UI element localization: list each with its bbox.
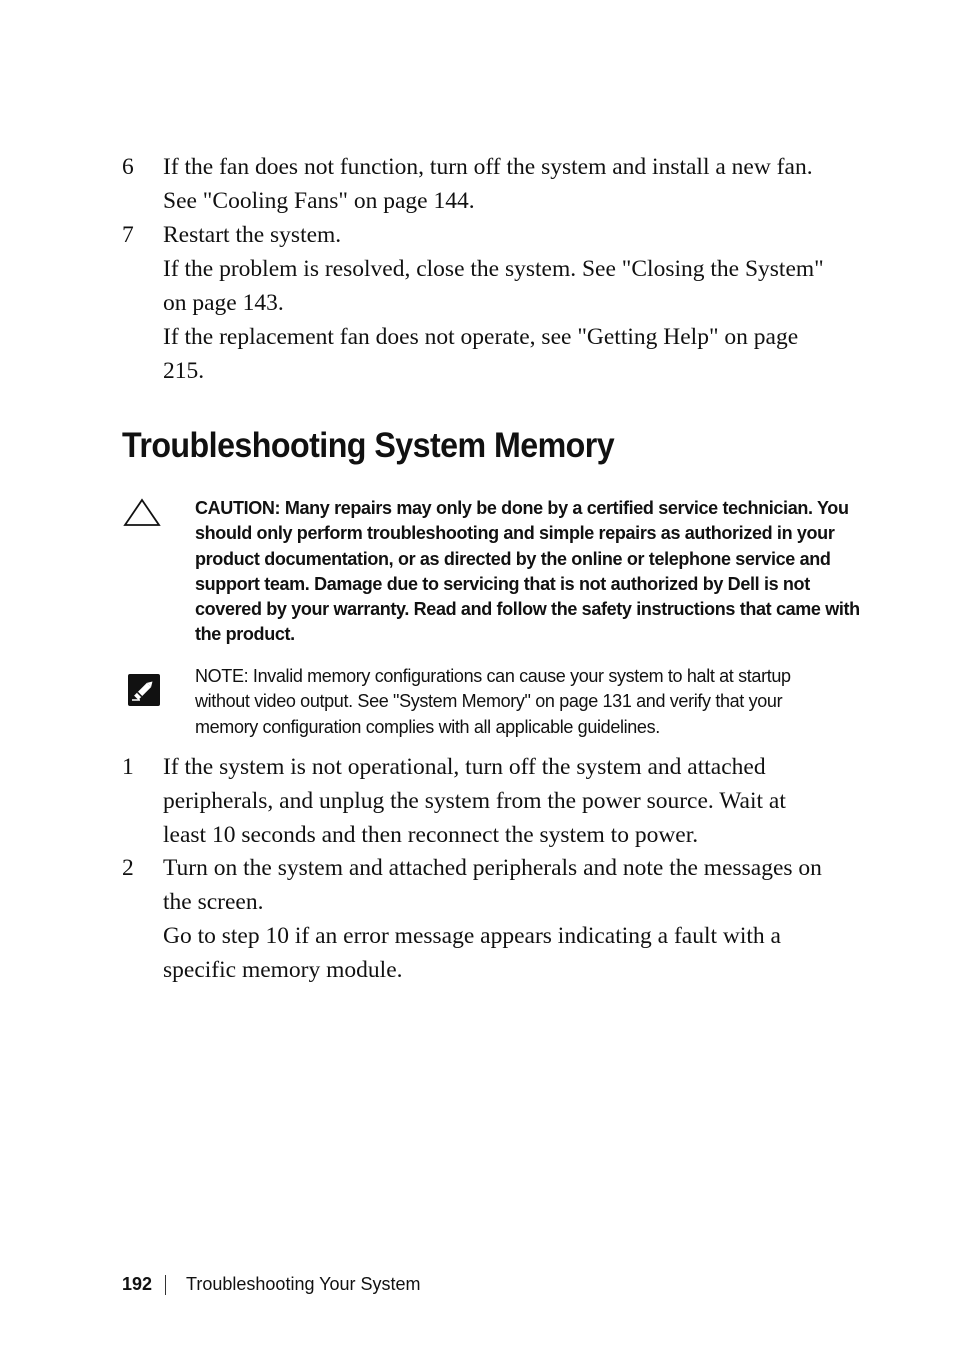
step-line: If the fan does not function, turn off the system and install a new fan. bbox=[163, 154, 813, 180]
caution-notice bbox=[122, 496, 862, 650]
step-line: the screen. bbox=[163, 889, 264, 915]
page-footer bbox=[122, 1270, 421, 1298]
caution-line: support team. Damage due to servicing that is not authorized by Dell is not bbox=[195, 573, 810, 594]
step-7 bbox=[122, 218, 842, 388]
step-number: 6 bbox=[122, 154, 134, 180]
footer-section-title: Troubleshooting Your System bbox=[186, 1274, 421, 1294]
page-number: 192 bbox=[122, 1274, 153, 1294]
step-number: 7 bbox=[122, 222, 134, 248]
step-line: least 10 seconds and then reconnect the system to power. bbox=[163, 822, 699, 848]
caution-line: the product. bbox=[195, 624, 295, 645]
step-line: Go to step 10 if an error message appears indicating a fault with a bbox=[163, 923, 781, 949]
step-text bbox=[163, 851, 843, 987]
step-line: If the system is not operational, turn off the system and attached bbox=[163, 754, 766, 780]
note-line: memory configuration complies with all applicable guidelines. bbox=[195, 716, 660, 737]
note-label: NOTE: bbox=[195, 666, 249, 686]
step-text bbox=[163, 750, 843, 852]
note-pencil-icon bbox=[128, 674, 168, 714]
section-heading: Troubleshooting System Memory bbox=[122, 426, 615, 465]
step-line: Restart the system. bbox=[163, 222, 342, 248]
step-line: Turn on the system and attached peripherals and note the messages on bbox=[163, 855, 822, 881]
footer-divider bbox=[165, 1275, 166, 1295]
caution-text bbox=[195, 496, 867, 648]
caution-line: should only perform troubleshooting and simple repairs as authorized in your bbox=[195, 523, 835, 544]
step-text bbox=[163, 218, 843, 388]
step-line: on page 143. bbox=[163, 290, 284, 316]
step-line: peripherals, and unplug the system from the power source. Wait at bbox=[163, 788, 786, 814]
caution-line: CAUTION: Many repairs may only be done by a certified service technician. You bbox=[195, 498, 849, 518]
note-text bbox=[195, 664, 867, 740]
step-number: 2 bbox=[122, 855, 134, 881]
note-line: without video output. See "System Memory" on page 131 and verify that your bbox=[195, 691, 783, 712]
caution-line: product documentation, or as directed by the online or telephone service and bbox=[195, 548, 831, 569]
step-line: If the replacement fan does not operate, see "Getting Help" on page bbox=[163, 324, 799, 350]
memory-step-2 bbox=[122, 851, 842, 987]
step-line: specific memory module. bbox=[163, 957, 403, 983]
note-line-text: Invalid memory configurations can cause your system to halt at startup bbox=[248, 666, 791, 686]
caution-line: covered by your warranty. Read and follow the safety instructions that came with bbox=[195, 599, 860, 620]
step-text bbox=[163, 150, 843, 218]
note-line bbox=[195, 664, 867, 689]
step-line: If the problem is resolved, close the system. See "Closing the System" bbox=[163, 256, 824, 282]
step-line: 215. bbox=[163, 358, 205, 384]
step-line: See "Cooling Fans" on page 144. bbox=[163, 188, 475, 214]
memory-step-1 bbox=[122, 750, 842, 852]
note-notice bbox=[122, 664, 862, 742]
caution-triangle-icon bbox=[122, 496, 162, 536]
step-number: 1 bbox=[122, 754, 134, 780]
step-6 bbox=[122, 150, 842, 218]
